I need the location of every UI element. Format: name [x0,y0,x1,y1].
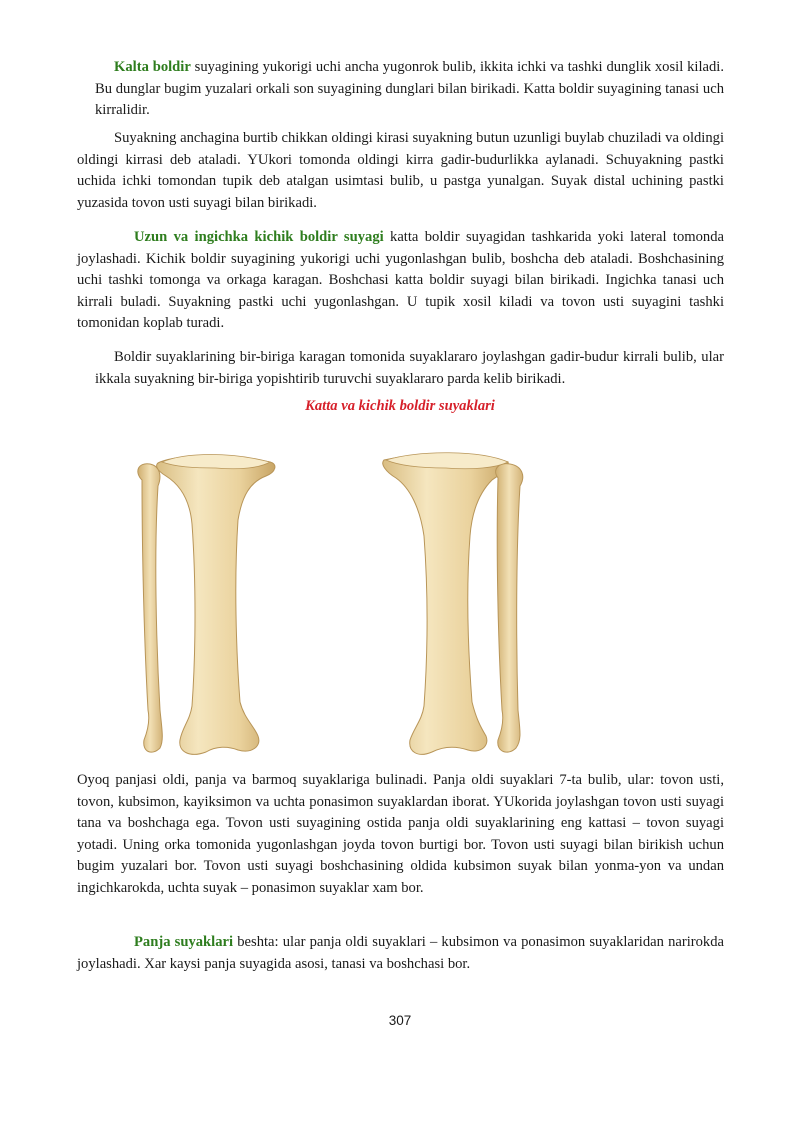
fibula-anterior [138,464,162,752]
paragraph-text: katta boldir suyagidan tashkarida yoki lateral tomonda joylashadi. Kichik boldir suyagining yukorigi uchi yugonlashgan bulib, boshcha deb ataladi. Boshchasining uchi tashki tomonga va orkaga karagan. Boshchasi katta boldir suyagi bilan birikadi. Ingichka tanasi uch kirrali buladi. Suyakning pastki uchi yugonlashgan. U tupik xosil kiladi va tovon usti suyagini tashki tomonidan koplab turadi. [77,229,724,332]
paragraph-text: beshta: ular panja oldi suyaklari – kubsimon va ponasimon suyaklaridan narirokda joylashadi. Xar kaysi panja suyagida asosi, tanasi va boshchasi bor. [77,934,724,972]
term-panja-suyaklari: Panja suyaklari [134,934,234,950]
term-kichik-boldir: Uzun va ingichka kichik boldir suyagi [134,229,384,245]
paragraph-kalta-boldir [95,57,724,122]
paragraph-suyaklararo [95,347,724,390]
posterior-view-bones [383,453,523,755]
paragraph-text: Suyakning anchagina burtib chikkan oldingi kirasi suyakning butun uzunligi buylab chuziladi va oldingi oldingi kirrasi deb ataladi. YUkori tomonda oldingi kirra gadir-budurlikka aylanadi. Schuyakning pastki uchida ichki tomondan tupik deb atalgan usimtasi bulib, u pastga yunalgan. Suyak distal uchining pastki yuzasida tovon usti suyagi bilan birikadi. [77,130,724,211]
paragraph-kichik-boldir [77,227,724,335]
paragraph-oldingi-kirra [77,128,724,214]
page-number: 307 [388,1013,412,1028]
tibia-anterior [157,456,275,754]
tibia-posterior [383,454,509,754]
paragraph-text: Boldir suyaklarining bir-biriga karagan tomonida suyaklararo joylashgan gadir-budur kirrali bulib, ular ikkala suyakning bir-biriga yopishtirib turuvchi suyaklararo parda kelib birikadi. [95,349,724,387]
paragraph-text: Oyoq panjasi oldi, panja va barmoq suyaklariga bulinadi. Panja oldi suyaklari 7-ta bulib, ular: tovon usti, tovon, kubsimon, kayiksimon va uchta ponasimon suyaklardan iborat. YUkorida joylashgan tovon usti suyagi tana va boshchaga ega. Tovon usti suyagining ostida panja oldi suyaklarining eng kattasi – tovon suyagi yotadi. Uning orka tomonida yugonlashgan joyda tovon burtigi bor. Tovon usti suyagi bilan birikish uchun bugim yuzalari bor. Tovon usti suyagi boshchasining oldida kubsimon suyak bilan yonma-yon va undan ingichkarokda, uchta suyak – ponasimon suyaklar xam bor. [77,772,724,896]
term-kalta-boldir: Kalta boldir [114,59,191,75]
anterior-view-bones [138,455,275,755]
paragraph-panja-suyaklari [77,932,724,975]
figure-caption: Katta va kichik boldir suyaklari [305,398,495,414]
fibula-posterior [496,464,523,752]
paragraph-text: suyagining yukorigi uchi ancha yugonrok bulib, ikkita ichki va tashki dunglik xosil kiladi. Bu dunglar bugim yuzalari orkali son suyagining dunglari bilan birikadi. Katta boldir suyagining tanasi uch kirralidir. [95,59,725,119]
paragraph-oyoq-panjasi [77,770,724,900]
tibia-fibula-illustration [120,440,560,765]
